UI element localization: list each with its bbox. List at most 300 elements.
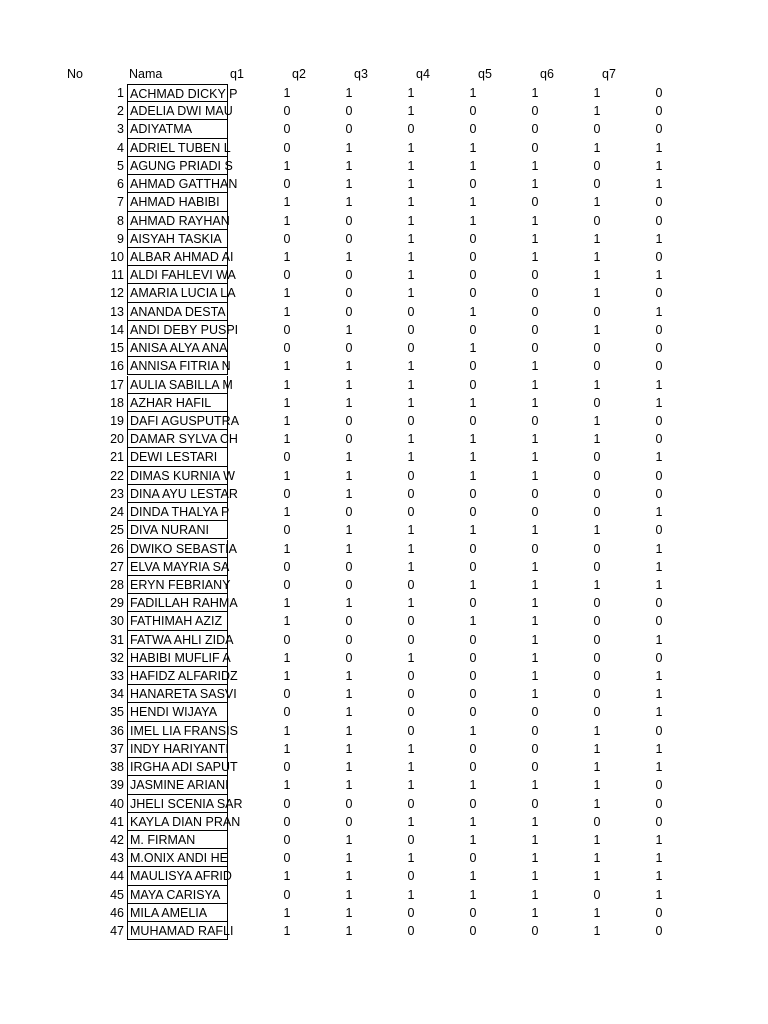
score-q5: 1 [531,596,539,611]
score-q3: 0 [407,614,415,629]
score-q5: 1 [531,395,539,410]
row-number: 36 [110,723,124,738]
table-row [0,284,768,302]
score-q4: 0 [469,669,477,684]
score-q3: 0 [407,122,415,137]
score-q5: 1 [531,687,539,702]
score-q3: 0 [407,796,415,811]
score-q5: 0 [531,505,539,520]
row-number: 32 [110,650,124,665]
row-number: 19 [110,413,124,428]
score-q5: 0 [531,760,539,775]
score-q2: 1 [345,851,353,866]
row-number: 34 [110,687,124,702]
row-number: 13 [110,304,124,319]
student-name: INDY HARIYANTI [127,740,228,758]
score-q4: 0 [469,796,477,811]
score-q4: 0 [469,359,477,374]
score-q2: 1 [345,596,353,611]
score-q3: 0 [407,705,415,720]
score-q2: 1 [345,177,353,192]
score-q4: 1 [469,723,477,738]
row-number: 33 [110,669,124,684]
score-q3: 0 [407,687,415,702]
row-number: 45 [110,887,124,902]
table-row [0,467,768,485]
score-q1: 0 [283,177,291,192]
row-number: 16 [110,359,124,374]
score-q1: 0 [283,814,291,829]
table-row [0,303,768,321]
table-row [0,339,768,357]
score-q1: 0 [283,341,291,356]
score-q5: 1 [531,359,539,374]
score-q7: 0 [655,778,663,793]
table-row [0,175,768,193]
score-q3: 1 [407,851,415,866]
score-q3: 1 [407,596,415,611]
score-q7: 1 [655,760,663,775]
score-q4: 0 [469,104,477,119]
row-number: 20 [110,432,124,447]
score-q2: 1 [345,741,353,756]
score-q1: 0 [283,887,291,902]
score-q4: 0 [469,286,477,301]
row-number: 39 [110,778,124,793]
row-number: 24 [110,505,124,520]
score-q2: 1 [345,869,353,884]
score-q4: 1 [469,778,477,793]
row-number: 11 [111,268,124,283]
score-q6: 1 [593,286,601,301]
score-q1: 1 [283,213,291,228]
score-q3: 1 [407,760,415,775]
score-q1: 0 [283,486,291,501]
score-q5: 1 [531,86,539,100]
score-q3: 1 [407,814,415,829]
score-q4: 1 [469,158,477,173]
header-q1: q1 [230,67,244,81]
student-name: AHMAD RAYHAN [127,212,228,230]
student-name: AGUNG PRIADI S [127,157,228,175]
row-number: 15 [110,341,124,356]
score-q7: 1 [655,450,663,465]
score-q1: 0 [283,833,291,848]
student-name: HAFIDZ ALFARIDZ [127,667,228,685]
score-q7: 0 [655,86,663,100]
score-q5: 1 [531,851,539,866]
score-q3: 1 [407,450,415,465]
score-q3: 0 [407,669,415,684]
student-name: IRGHA ADI SAPUT [127,758,228,776]
score-q7: 1 [655,395,663,410]
score-q2: 0 [345,505,353,520]
score-q6: 1 [593,231,601,246]
table-row [0,886,768,904]
score-q3: 1 [407,213,415,228]
score-q6: 0 [593,705,601,720]
score-q5: 0 [531,140,539,155]
score-q5: 1 [531,249,539,264]
score-q6: 0 [593,486,601,501]
table-row [0,776,768,794]
table-row [0,558,768,576]
table-row [0,412,768,430]
score-q6: 1 [593,104,601,119]
score-q3: 0 [407,322,415,337]
score-q6: 1 [593,140,601,155]
row-number: 12 [110,286,124,301]
score-q4: 0 [469,413,477,428]
score-q2: 0 [345,231,353,246]
score-q4: 1 [469,814,477,829]
score-q1: 0 [283,523,291,538]
score-q7: 0 [655,213,663,228]
student-name: HENDI WIJAYA [127,703,228,721]
score-q4: 1 [469,395,477,410]
table-row [0,813,768,831]
score-q6: 1 [593,741,601,756]
score-q5: 0 [531,286,539,301]
score-q4: 0 [469,924,477,939]
table-row [0,740,768,758]
header-q3: q3 [354,67,368,81]
score-q2: 1 [345,905,353,920]
table-row [0,430,768,448]
score-q6: 0 [593,614,601,629]
score-q1: 1 [283,413,291,428]
header-q5: q5 [478,67,492,81]
score-q7: 0 [655,359,663,374]
score-q5: 1 [531,231,539,246]
score-q6: 0 [593,669,601,684]
student-name: DIVA NURANI [127,521,228,539]
score-q3: 1 [407,249,415,264]
score-q5: 1 [531,450,539,465]
score-q2: 0 [345,268,353,283]
score-q3: 0 [407,577,415,592]
table-row [0,248,768,266]
score-q5: 1 [531,887,539,902]
score-q1: 0 [283,851,291,866]
score-q6: 0 [593,341,601,356]
score-q7: 0 [655,924,663,939]
header-nama: Nama [129,67,163,81]
score-q6: 0 [593,559,601,574]
row-number: 14 [110,322,124,337]
score-q1: 1 [283,195,291,210]
score-q4: 1 [469,213,477,228]
score-q6: 0 [593,468,601,483]
score-q6: 0 [593,395,601,410]
row-number: 26 [110,541,124,556]
score-q2: 0 [345,304,353,319]
score-q3: 1 [407,268,415,283]
row-number: 42 [110,833,124,848]
score-q1: 0 [283,705,291,720]
score-q2: 0 [345,432,353,447]
row-number: 30 [110,614,124,629]
score-q2: 1 [345,486,353,501]
score-q1: 0 [283,268,291,283]
score-q6: 0 [593,650,601,665]
score-q5: 0 [531,924,539,939]
score-q4: 1 [469,140,477,155]
student-name: MUHAMAD RAFLI [127,922,228,940]
score-q4: 1 [469,833,477,848]
score-q2: 1 [345,669,353,684]
score-q5: 0 [531,104,539,119]
table-row [0,120,768,138]
score-q4: 0 [469,559,477,574]
score-q3: 1 [407,286,415,301]
row-number: 7 [117,195,124,210]
score-q1: 1 [283,741,291,756]
score-q1: 1 [283,596,291,611]
score-q5: 1 [531,632,539,647]
score-q3: 0 [407,905,415,920]
score-q5: 1 [531,213,539,228]
score-q5: 0 [531,413,539,428]
student-name: FADILLAH RAHMA [127,594,228,612]
student-name: AULIA SABILLA M [127,376,228,394]
score-q7: 1 [655,140,663,155]
student-name: ADRIEL TUBEN L [127,139,228,157]
score-q3: 1 [407,523,415,538]
score-q7: 0 [655,650,663,665]
header-q6: q6 [540,67,554,81]
score-q7: 0 [655,322,663,337]
score-q7: 1 [655,377,663,392]
student-name: JHELI SCENIA SAR [127,795,228,813]
score-q6: 0 [593,359,601,374]
score-q2: 0 [345,413,353,428]
table-row [0,84,768,102]
score-q3: 1 [407,650,415,665]
score-q3: 0 [407,924,415,939]
score-q5: 1 [531,869,539,884]
score-q1: 1 [283,905,291,920]
score-q6: 1 [593,577,601,592]
table-row [0,521,768,539]
score-q3: 0 [407,723,415,738]
score-q3: 0 [407,833,415,848]
score-q3: 0 [407,505,415,520]
row-number: 22 [110,468,124,483]
table-row [0,922,768,940]
student-name: ERYN FEBRIANY [127,576,228,594]
score-q7: 0 [655,486,663,501]
score-q1: 1 [283,249,291,264]
score-q6: 0 [593,122,601,137]
score-q6: 0 [593,213,601,228]
score-q5: 0 [531,723,539,738]
row-number: 35 [110,705,124,720]
score-q2: 1 [345,140,353,155]
score-q5: 1 [531,559,539,574]
student-name: ANNISA FITRIA N [127,357,228,375]
score-q4: 1 [469,450,477,465]
score-q2: 1 [345,778,353,793]
table-row [0,485,768,503]
score-q6: 0 [593,814,601,829]
student-name: DWIKO SEBASTIA [127,540,228,558]
score-q3: 0 [407,341,415,356]
score-q1: 1 [283,304,291,319]
score-q1: 0 [283,796,291,811]
score-q6: 0 [593,158,601,173]
row-number: 31 [110,632,124,647]
score-q7: 1 [655,687,663,702]
score-q1: 1 [283,541,291,556]
row-number: 41 [110,814,124,829]
score-q7: 1 [655,559,663,574]
score-q5: 1 [531,432,539,447]
student-name: AISYAH TASKIA [127,230,228,248]
score-q7: 0 [655,796,663,811]
score-q6: 1 [593,796,601,811]
score-q5: 0 [531,122,539,137]
score-q2: 0 [345,796,353,811]
score-q3: 1 [407,541,415,556]
score-q1: 1 [283,869,291,884]
score-q4: 0 [469,687,477,702]
score-q7: 1 [655,833,663,848]
score-q6: 1 [593,249,601,264]
score-q5: 0 [531,796,539,811]
header-q4: q4 [416,67,430,81]
table-row [0,849,768,867]
score-q7: 0 [655,104,663,119]
student-name: DINDA THALYA P [127,503,228,521]
score-q5: 1 [531,158,539,173]
score-q2: 1 [345,395,353,410]
score-q5: 1 [531,468,539,483]
score-q5: 1 [531,377,539,392]
row-number: 1 [117,86,124,100]
student-name: DINA AYU LESTAR [127,485,228,503]
score-q7: 0 [655,523,663,538]
score-q3: 0 [407,632,415,647]
row-number: 17 [110,377,124,392]
table-row [0,904,768,922]
student-name: AHMAD GATTHAN [127,175,228,193]
score-q3: 1 [407,377,415,392]
score-q1: 0 [283,122,291,137]
score-q2: 1 [345,541,353,556]
score-q3: 1 [407,887,415,902]
row-number: 3 [117,122,124,137]
score-q1: 0 [283,231,291,246]
score-q4: 0 [469,268,477,283]
score-q3: 1 [407,86,415,100]
score-q3: 0 [407,304,415,319]
table-row [0,139,768,157]
score-q1: 1 [283,359,291,374]
score-q5: 1 [531,669,539,684]
score-q2: 0 [345,632,353,647]
row-number: 18 [110,395,124,410]
score-q1: 0 [283,559,291,574]
score-q6: 1 [593,195,601,210]
score-q2: 0 [345,104,353,119]
row-number: 23 [110,486,124,501]
student-name: ADELIA DWI MAU [127,102,228,120]
score-q1: 1 [283,614,291,629]
student-name: FATHIMAH AZIZ [127,612,228,630]
score-q7: 1 [655,851,663,866]
student-name: MAYA CARISYA [127,886,228,904]
score-q1: 1 [283,669,291,684]
student-name: DIMAS KURNIA W [127,467,228,485]
score-q1: 1 [283,86,291,100]
score-q4: 0 [469,231,477,246]
score-q6: 1 [593,723,601,738]
score-q6: 1 [593,778,601,793]
score-q1: 1 [283,778,291,793]
score-q5: 1 [531,778,539,793]
score-q6: 0 [593,596,601,611]
score-q7: 1 [655,304,663,319]
score-q5: 0 [531,195,539,210]
score-q1: 0 [283,450,291,465]
table-row [0,831,768,849]
table-row [0,649,768,667]
score-q1: 0 [283,577,291,592]
row-number: 29 [110,596,124,611]
row-number: 21 [110,450,124,465]
score-q4: 0 [469,741,477,756]
score-q2: 0 [345,814,353,829]
student-name: DAMAR SYLVA CH [127,430,228,448]
score-q4: 1 [469,432,477,447]
student-name: JASMINE ARIANI [127,776,228,794]
score-q4: 1 [469,195,477,210]
score-q6: 0 [593,304,601,319]
score-q4: 0 [469,377,477,392]
score-q4: 0 [469,760,477,775]
student-name: ANISA ALYA ANA [127,339,228,357]
score-q6: 1 [593,760,601,775]
score-q6: 1 [593,377,601,392]
score-q2: 0 [345,650,353,665]
table-row [0,540,768,558]
score-q4: 0 [469,177,477,192]
score-q7: 1 [655,632,663,647]
score-q4: 0 [469,322,477,337]
score-q7: 1 [655,268,663,283]
score-q5: 0 [531,322,539,337]
row-number: 28 [110,577,124,592]
table-row [0,193,768,211]
score-q1: 1 [283,158,291,173]
score-q1: 1 [283,432,291,447]
score-q2: 1 [345,833,353,848]
score-q2: 0 [345,559,353,574]
score-q4: 0 [469,505,477,520]
score-q3: 1 [407,395,415,410]
score-q6: 1 [593,523,601,538]
score-q3: 1 [407,559,415,574]
score-q3: 0 [407,468,415,483]
score-q2: 1 [345,760,353,775]
table-row [0,867,768,885]
header-q2: q2 [292,67,306,81]
score-q4: 0 [469,122,477,137]
score-q6: 0 [593,887,601,902]
score-q2: 0 [345,614,353,629]
score-q7: 0 [655,122,663,137]
